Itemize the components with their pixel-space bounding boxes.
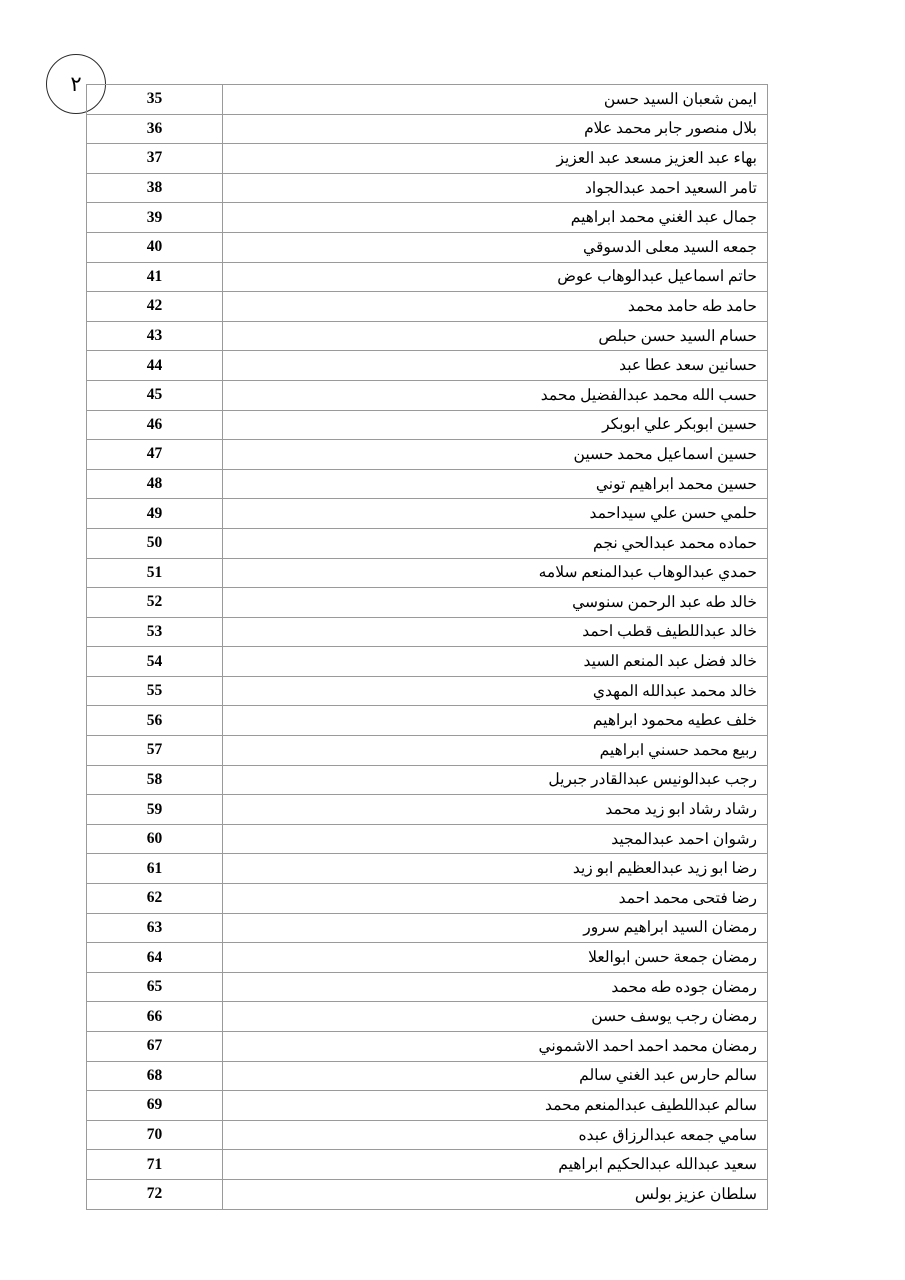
table-row bbox=[87, 706, 768, 736]
cell-number: 56 bbox=[87, 706, 223, 736]
cell-name: حامد طه حامد محمد bbox=[223, 292, 768, 322]
table-row bbox=[87, 617, 768, 647]
table-row bbox=[87, 795, 768, 825]
table-row bbox=[87, 440, 768, 470]
cell-number: 72 bbox=[87, 1179, 223, 1209]
cell-number: 46 bbox=[87, 410, 223, 440]
cell-number: 53 bbox=[87, 617, 223, 647]
cell-name: حمدي عبدالوهاب عبدالمنعم سلامه bbox=[223, 558, 768, 588]
table-row bbox=[87, 380, 768, 410]
cell-number: 36 bbox=[87, 114, 223, 144]
cell-name: حسين محمد ابراهيم توني bbox=[223, 469, 768, 499]
cell-number: 35 bbox=[87, 85, 223, 115]
cell-number: 40 bbox=[87, 232, 223, 262]
cell-name: رمضان جوده طه محمد bbox=[223, 972, 768, 1002]
table-row bbox=[87, 528, 768, 558]
table-row bbox=[87, 1032, 768, 1062]
cell-name: رمضان السيد ابراهيم سرور bbox=[223, 913, 768, 943]
cell-name: سامي جمعه عبدالرزاق عبده bbox=[223, 1120, 768, 1150]
cell-name: خالد عبداللطيف قطب احمد bbox=[223, 617, 768, 647]
cell-name: خالد محمد عبدالله المهدي bbox=[223, 676, 768, 706]
table-row bbox=[87, 647, 768, 677]
cell-number: 49 bbox=[87, 499, 223, 529]
cell-name: حسام السيد حسن حبلص bbox=[223, 321, 768, 351]
cell-name: رشوان احمد عبدالمجيد bbox=[223, 824, 768, 854]
cell-name: خالد طه عبد الرحمن سنوسي bbox=[223, 588, 768, 618]
table-row bbox=[87, 144, 768, 174]
cell-name: رضا فتحى محمد احمد bbox=[223, 884, 768, 914]
table-row bbox=[87, 232, 768, 262]
cell-number: 57 bbox=[87, 736, 223, 766]
cell-name: جمال عبد الغني محمد ابراهيم bbox=[223, 203, 768, 233]
cell-number: 50 bbox=[87, 528, 223, 558]
cell-number: 47 bbox=[87, 440, 223, 470]
cell-name: ربيع محمد حسني ابراهيم bbox=[223, 736, 768, 766]
table-row bbox=[87, 558, 768, 588]
cell-name: حلمي حسن علي سيداحمد bbox=[223, 499, 768, 529]
cell-name: بلال منصور جابر محمد علام bbox=[223, 114, 768, 144]
table-row bbox=[87, 469, 768, 499]
cell-number: 67 bbox=[87, 1032, 223, 1062]
cell-number: 51 bbox=[87, 558, 223, 588]
cell-number: 41 bbox=[87, 262, 223, 292]
cell-number: 61 bbox=[87, 854, 223, 884]
table-row bbox=[87, 676, 768, 706]
table-row bbox=[87, 499, 768, 529]
cell-name: رشاد رشاد ابو زيد محمد bbox=[223, 795, 768, 825]
table-row bbox=[87, 1179, 768, 1209]
table-row bbox=[87, 1120, 768, 1150]
cell-name: حماده محمد عبدالحي نجم bbox=[223, 528, 768, 558]
cell-number: 62 bbox=[87, 884, 223, 914]
cell-number: 70 bbox=[87, 1120, 223, 1150]
table-row bbox=[87, 884, 768, 914]
table-row bbox=[87, 736, 768, 766]
table-row bbox=[87, 913, 768, 943]
cell-name: حسين ابوبكر علي ابوبكر bbox=[223, 410, 768, 440]
cell-name: حاتم اسماعيل عبدالوهاب عوض bbox=[223, 262, 768, 292]
cell-number: 48 bbox=[87, 469, 223, 499]
cell-number: 44 bbox=[87, 351, 223, 381]
cell-name: سالم حارس عبد الغني سالم bbox=[223, 1061, 768, 1091]
cell-name: سلطان عزيز بولس bbox=[223, 1179, 768, 1209]
cell-number: 59 bbox=[87, 795, 223, 825]
cell-name: سعيد عبدالله عبدالحكيم ابراهيم bbox=[223, 1150, 768, 1180]
cell-number: 37 bbox=[87, 144, 223, 174]
cell-name: جمعه السيد معلى الدسوقي bbox=[223, 232, 768, 262]
page-number-badge: ٢ bbox=[46, 54, 106, 114]
cell-name: رضا ابو زيد عبدالعظيم ابو زيد bbox=[223, 854, 768, 884]
cell-number: 43 bbox=[87, 321, 223, 351]
cell-number: 39 bbox=[87, 203, 223, 233]
table-row bbox=[87, 292, 768, 322]
cell-number: 68 bbox=[87, 1061, 223, 1091]
cell-number: 55 bbox=[87, 676, 223, 706]
cell-number: 54 bbox=[87, 647, 223, 677]
table-row bbox=[87, 203, 768, 233]
cell-number: 64 bbox=[87, 943, 223, 973]
table-row bbox=[87, 410, 768, 440]
table-row bbox=[87, 943, 768, 973]
cell-number: 42 bbox=[87, 292, 223, 322]
table-row bbox=[87, 262, 768, 292]
cell-name: حسب الله محمد عبدالفضيل محمد bbox=[223, 380, 768, 410]
names-table bbox=[86, 84, 768, 1210]
cell-name: خلف عطيه محمود ابراهيم bbox=[223, 706, 768, 736]
table-row bbox=[87, 173, 768, 203]
cell-name: بهاء عبد العزيز مسعد عبد العزيز bbox=[223, 144, 768, 174]
table-row bbox=[87, 114, 768, 144]
cell-number: 38 bbox=[87, 173, 223, 203]
cell-name: رمضان جمعة حسن ابوالعلا bbox=[223, 943, 768, 973]
cell-name: ايمن شعبان السيد حسن bbox=[223, 85, 768, 115]
cell-name: سالم عبداللطيف عبدالمنعم محمد bbox=[223, 1091, 768, 1121]
cell-name: رمضان محمد احمد احمد الاشموني bbox=[223, 1032, 768, 1062]
cell-name: حسانين سعد عطا عبد bbox=[223, 351, 768, 381]
cell-number: 69 bbox=[87, 1091, 223, 1121]
table-row bbox=[87, 972, 768, 1002]
table-row bbox=[87, 588, 768, 618]
cell-number: 63 bbox=[87, 913, 223, 943]
cell-number: 52 bbox=[87, 588, 223, 618]
table-row bbox=[87, 85, 768, 115]
cell-number: 58 bbox=[87, 765, 223, 795]
cell-name: حسين اسماعيل محمد حسين bbox=[223, 440, 768, 470]
table-row bbox=[87, 351, 768, 381]
cell-number: 71 bbox=[87, 1150, 223, 1180]
cell-number: 65 bbox=[87, 972, 223, 1002]
table-row bbox=[87, 824, 768, 854]
table-row bbox=[87, 765, 768, 795]
table-row bbox=[87, 1002, 768, 1032]
table-row bbox=[87, 1150, 768, 1180]
cell-name: خالد فضل عبد المنعم السيد bbox=[223, 647, 768, 677]
table-row bbox=[87, 321, 768, 351]
cell-number: 45 bbox=[87, 380, 223, 410]
names-table-container bbox=[129, 84, 768, 1210]
cell-name: رمضان رجب يوسف حسن bbox=[223, 1002, 768, 1032]
cell-name: رجب عبدالونيس عبدالقادر جبريل bbox=[223, 765, 768, 795]
cell-name: تامر السعيد احمد عبدالجواد bbox=[223, 173, 768, 203]
cell-number: 66 bbox=[87, 1002, 223, 1032]
cell-number: 60 bbox=[87, 824, 223, 854]
table-row bbox=[87, 854, 768, 884]
table-row bbox=[87, 1091, 768, 1121]
table-row bbox=[87, 1061, 768, 1091]
